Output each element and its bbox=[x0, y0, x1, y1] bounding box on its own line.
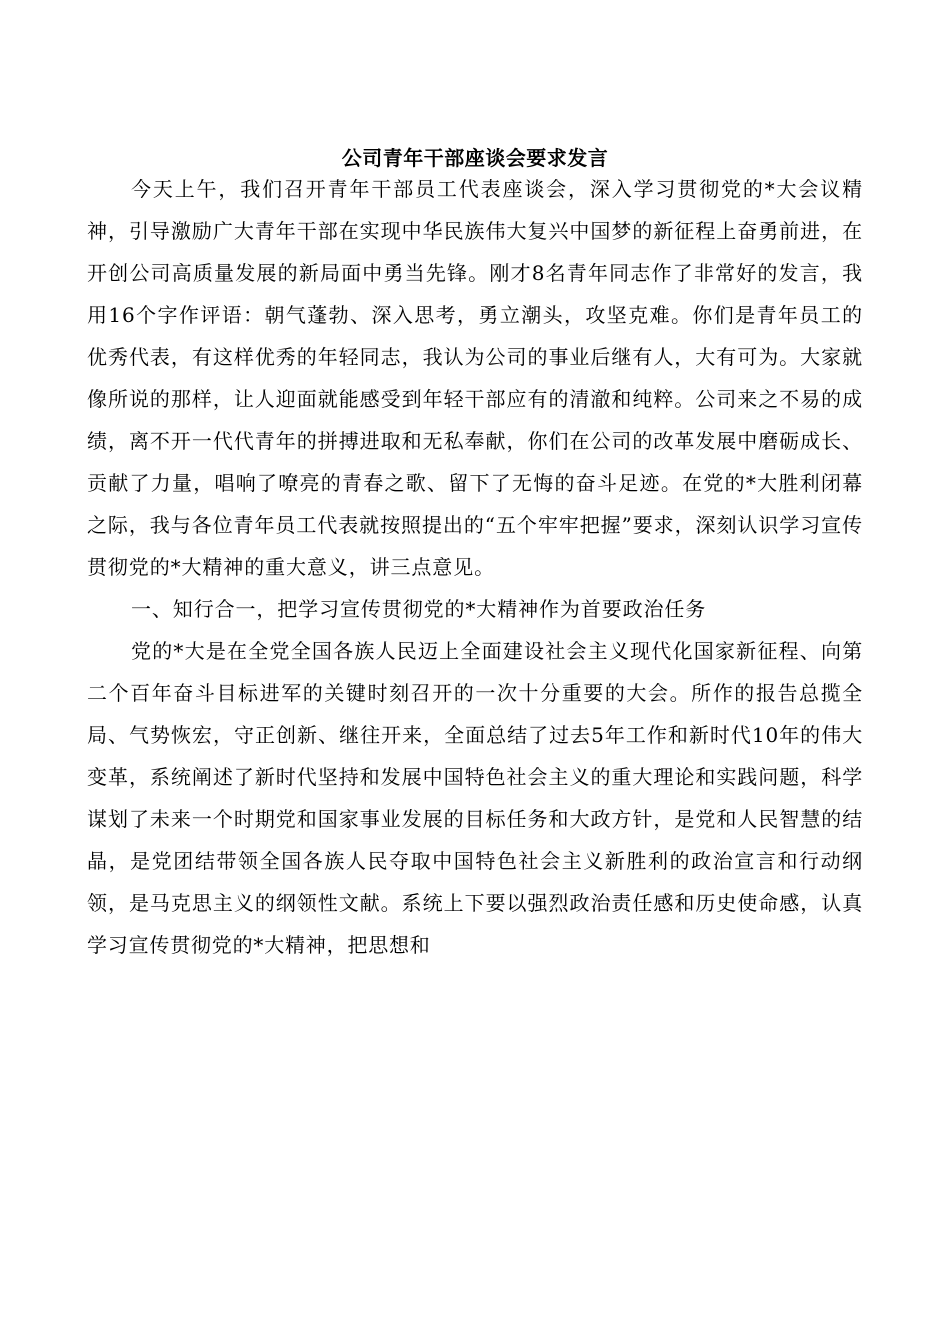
document-title: 公司青年干部座谈会要求发言 bbox=[341, 146, 609, 170]
paragraph-section-1: 党的*大是在全党全国各族人民迈上全面建设社会主义现代化国家新征程、向第二个百年奋斗目标进军的关键时刻召开的一次十分重要的大会。所作的报告总揽全局、气势恢宏，守正创新、继往开来，全面总结了过去5年工作和新时代10年的伟大变革，系统阐述了新时代坚持和发展中国特色社会主义的重大理论和实践问题，科学谋划了未来一个时期党和国家事业发展的目标任务和大政方针，是党和人民智慧的结晶，是党团结带领全国各族人民夺取中国特色社会主义新胜利的政治宣言和行动纲领，是马克思主义的纲领性文献。系统上下要以强烈政治责任感和历史使命感，认真学习宣传贯彻党的*大精神，把思想和 bbox=[87, 639, 863, 957]
paragraph-intro: 今天上午，我们召开青年干部员工代表座谈会，深入学习贯彻党的*大会议精神，引导激励广大青年干部在实现中华民族伟大复兴中国梦的新征程上奋勇前进，在开创公司高质量发展的新局面中勇当先锋。刚才8名青年同志作了非常好的发言，我用16个字作评语：朝气蓬勃、深入思考，勇立潮头，攻坚克难。你们是青年员工的优秀代表，有这样优秀的年轻同志，我认为公司的事业后继有人，大有可为。大家就像所说的那样，让人迎面就能感受到年轻干部应有的清澈和纯粹。公司来之不易的成绩，离不开一代代青年的拼搏进取和无私奉献，你们在公司的改革发展中磨砺成长、贡献了力量，唱响了嘹亮的青春之歌、留下了无悔的奋斗足迹。在党的*大胜利闭幕之际，我与各位青年员工代表就按照提出的“五个牢牢把握”要求，深刻认识学习宣传贯彻党的*大精神的重大意义，讲三点意见。 bbox=[87, 177, 863, 579]
document-body bbox=[87, 168, 863, 966]
section-heading-1: 一、知行合一，把学习宣传贯彻党的*大精神作为首要政治任务 bbox=[131, 597, 707, 621]
